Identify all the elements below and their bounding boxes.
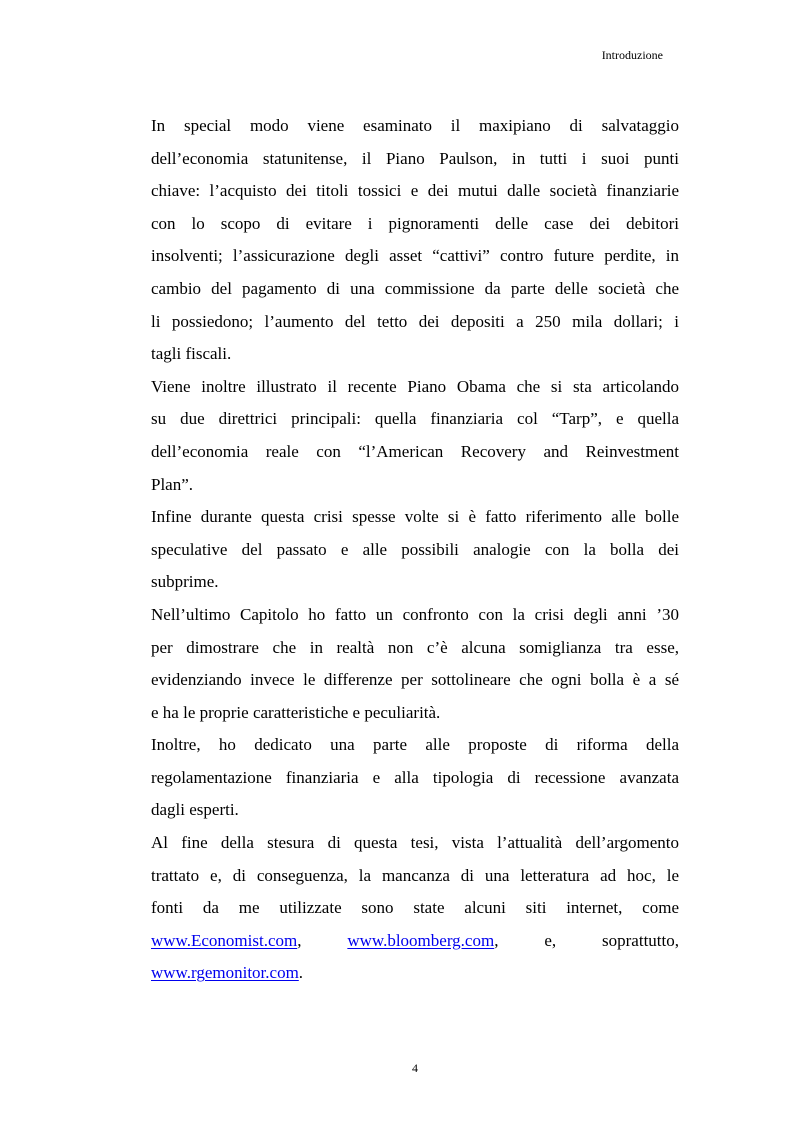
text-line: evidenziando invece le differenze per sottolineare che ogni bolla è a sé xyxy=(151,670,679,690)
text-line: li possiedono; l’aumento del tetto dei depositi a 250 mila dollari; i xyxy=(151,311,679,331)
text-line: dell’economia statunitense, il Piano Paulson, in tutti i suoi punti xyxy=(151,148,679,168)
text-line: con lo scopo di evitare i pignoramenti delle case dei debitori xyxy=(151,213,679,233)
body-text xyxy=(151,110,679,990)
text-line: Nell’ultimo Capitolo ho fatto un confronto con la crisi degli anni ’30 xyxy=(151,604,679,624)
text-line: dagli esperti. xyxy=(151,800,239,820)
text-line: dell’economia reale con “l’American Recovery and Reinvestment xyxy=(151,441,679,461)
text-line: Plan”. xyxy=(151,474,194,494)
soprattutto-text: soprattutto, xyxy=(602,930,679,950)
period: . xyxy=(298,963,304,983)
text-line: Viene inoltre illustrato il recente Piano Obama che si sta articolando xyxy=(151,376,679,396)
running-header: Introduzione xyxy=(601,48,663,62)
link-economist[interactable]: www.Economist.com xyxy=(151,930,298,950)
text-line: tagli fiscali. xyxy=(151,344,232,364)
link-rgemonitor[interactable]: www.rgemonitor.com xyxy=(151,963,299,983)
conjunction-text: e, xyxy=(544,930,557,950)
comma: , xyxy=(297,930,302,950)
text-line-final xyxy=(151,957,679,990)
text-line: speculative del passato e alle possibili analogie con la bolla dei xyxy=(151,539,679,559)
text-line: cambio del pagamento di una commissione da parte delle società che xyxy=(151,278,679,298)
text-line: Al fine della stesura di questa tesi, vista l’attualità dell’argomento xyxy=(151,833,679,853)
comma: , xyxy=(494,930,499,950)
text-line: per dimostrare che in realtà non c’è alcuna somiglianza tra esse, xyxy=(151,637,679,657)
text-line: Inoltre, ho dedicato una parte alle proposte di riforma della xyxy=(151,735,679,755)
text-line: e ha le proprie caratteristiche e peculiarità. xyxy=(151,702,441,722)
text-line: fonti da me utilizzate sono state alcuni siti internet, come xyxy=(151,898,679,918)
text-line: Infine durante questa crisi spesse volte si è fatto riferimento alle bolle xyxy=(151,507,679,527)
text-line-links xyxy=(151,925,679,958)
page-number: 4 xyxy=(412,1061,418,1075)
text-line: subprime. xyxy=(151,572,219,592)
text-line: trattato e, di conseguenza, la mancanza di una letteratura ad hoc, le xyxy=(151,865,679,885)
text-line: chiave: l’acquisto dei titoli tossici e dei mutui dalle società finanziarie xyxy=(151,181,679,201)
text-line: insolventi; l’assicurazione degli asset “cattivi” contro future perdite, in xyxy=(151,246,679,266)
text-line: regolamentazione finanziaria e alla tipologia di recessione avanzata xyxy=(151,767,679,787)
link-bloomberg[interactable]: www.bloomberg.com xyxy=(347,930,495,950)
text-line: In special modo viene esaminato il maxipiano di salvataggio xyxy=(151,116,679,135)
text-line: su due direttrici principali: quella finanziaria col “Tarp”, e quella xyxy=(151,409,679,429)
